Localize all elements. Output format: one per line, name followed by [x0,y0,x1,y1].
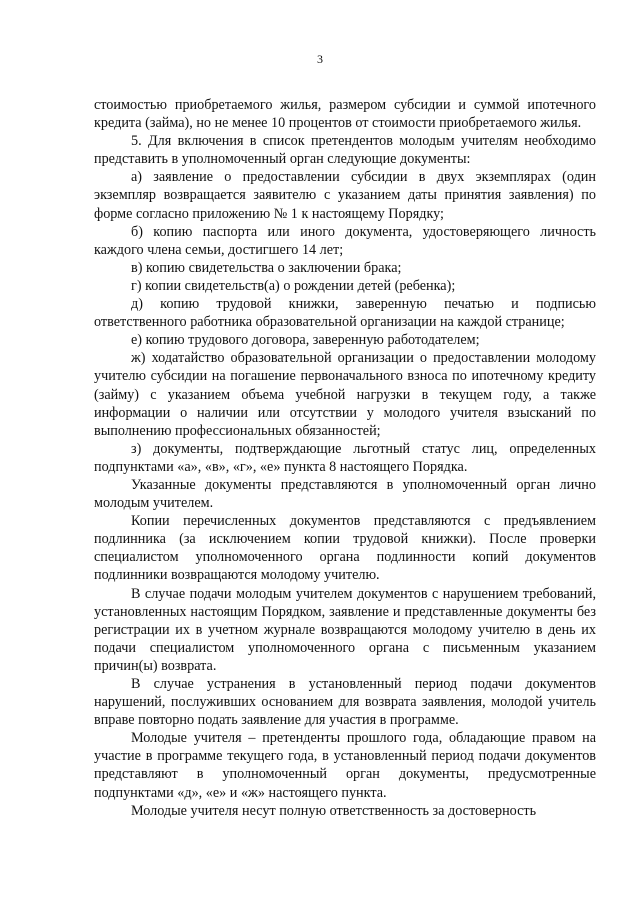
list-item-v: в) копию свидетельства о заключении брака; [131,259,402,276]
list-item-e: е) копию трудового договора, заверенную работодателем; [131,332,480,349]
paragraph-item-5: 5. Для включения в список претендентов молодым учителям необходимо представить в уполномоченный орган следующие документы: [94,133,596,168]
paragraph-violations-return: В случае подачи молодым учителем документов с нарушением требований, установленных настоящим Порядком, заявление и представленные документы без регистрации их в учетном журнале возвращаются молодому учителю в день их подачи специалистом уполномоченного органа с письменным указанием причин(ы) возврата. [94,585,596,674]
list-item-d: д) копию трудовой книжки, заверенную печатью и подписью ответственного работника образовательной организации на каждой странице; [94,296,596,331]
page-number: 3 [317,52,323,66]
list-item-zh: ж) ходатайство образовательной организации о предоставлении молодому учителю субсидии на погашение первоначального взноса по ипотечному кредиту (займу) с указанием объема учебной нагрузки в текущем году, а также информации о наличии или отсутствии у молодого учителя взысканий по выполнению профессиональных обязанностей; [94,350,596,439]
list-item-b: б) копию паспорта или иного документа, удостоверяющего личность каждого члена семьи, достигшего 14 лет; [94,223,596,258]
document-body [94,96,596,820]
paragraph-responsibility: Молодые учителя несут полную ответственность за достоверность [131,802,537,819]
list-item-g: г) копии свидетельств(а) о рождении детей (ребенка); [131,277,456,294]
paragraph-submission-in-person: Указанные документы представляются в уполномоченный орган лично молодым учителем. [94,476,596,512]
paragraph-resubmission: В случае устранения в установленный период подачи документов нарушений, послуживших основанием для возврата заявления, молодой учитель вправе повторно подать заявление для участия в программе. [94,676,596,729]
paragraph-previous-year-applicants: Молодые учителя – претенденты прошлого года, обладающие правом на участие в программе текущего года, в установленный период подачи документов представляют в уполномоченный орган документы, предусмотренные подпунктами «д», «е» и «ж» настоящего пункта. [94,730,596,801]
paragraph-subsidy-limit: стоимостью приобретаемого жилья, размером субсидии и суммой ипотечного кредита (займа), но не менее 10 процентов от стоимости приобретаемого жилья. [94,97,596,132]
paragraph-copies-originals: Копии перечисленных документов представляются с предъявлением подлинника (за исключением копии трудовой книжки). После проверки специалистом уполномоченного органа подлинности копий документов подлинники возвращаются молодому учителю. [94,513,596,584]
list-item-a: а) заявление о предоставлении субсидии в двух экземплярах (один экземпляр возвращается заявителю с указанием даты принятия заявления) по форме согласно приложению № 1 к настоящему Порядку; [94,169,596,222]
list-item-z: з) документы, подтверждающие льготный статус лиц, определенных подпунктами «а», «в», «г», «е» пункта 8 настоящего Порядка. [94,440,596,475]
